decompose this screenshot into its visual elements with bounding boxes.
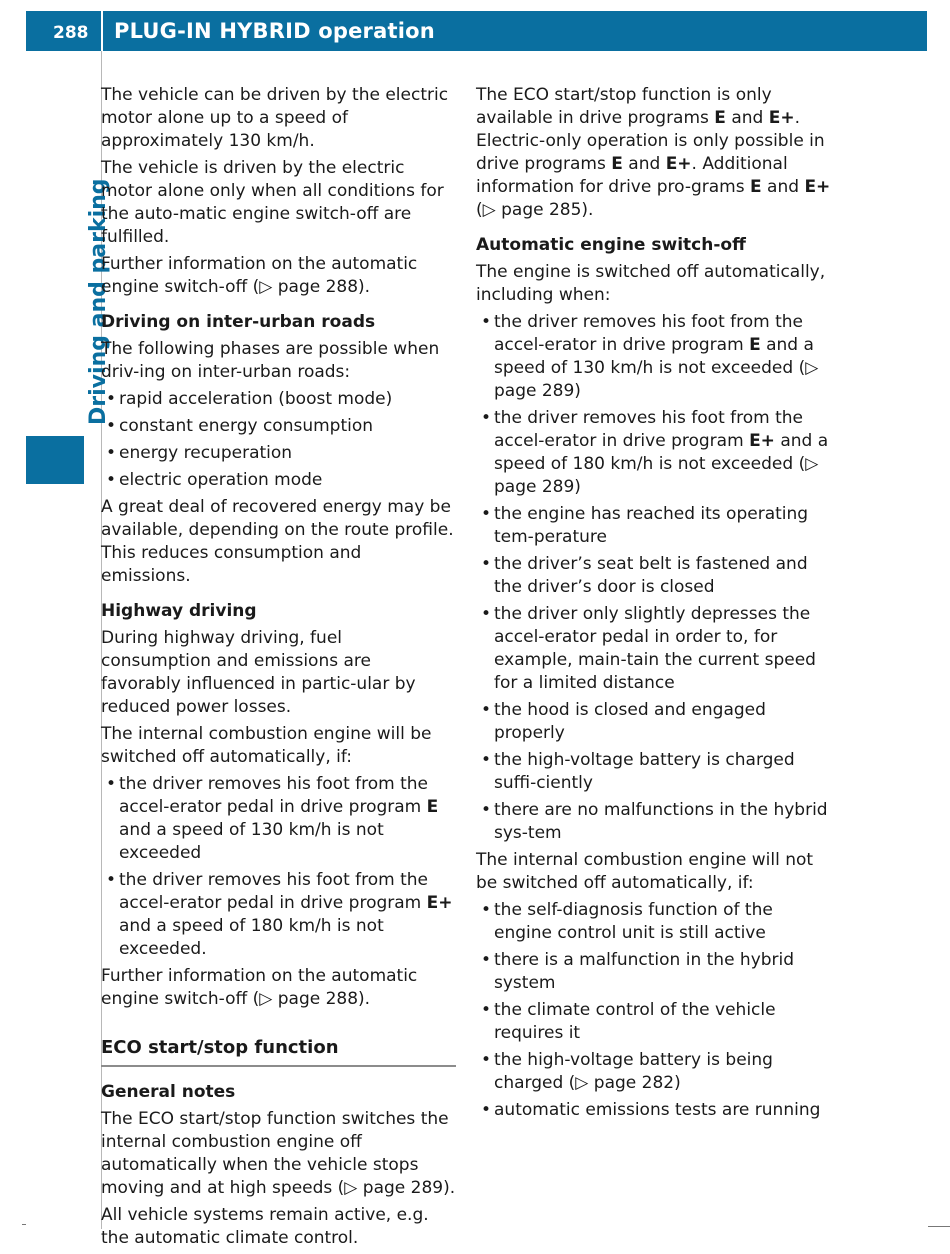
list-item: • electric operation mode: [101, 469, 456, 492]
paragraph: Further information on the automatic engine switch-off (▷ page 288).: [101, 966, 418, 1009]
list-item: • the driver removes his foot from the accel-erator pedal in drive program E+ and a speed of 180 km/h is not exceeded.: [101, 869, 456, 961]
paragraph: The ECO start/stop function switches the internal combustion engine off automatically when the vehicle stops moving and at high speeds (▷ page 289).: [101, 1109, 456, 1198]
drive-program-label: E: [750, 177, 762, 197]
drive-program-label: E+: [768, 108, 795, 128]
drive-program-label: E: [749, 335, 761, 355]
chapter-section-heading: ECO start/stop function: [101, 1035, 456, 1067]
bullet-list: [101, 773, 456, 961]
drive-program-label: E: [714, 108, 726, 128]
list-item: • the driver’s seat belt is fastened and the driver’s door is closed: [476, 553, 832, 599]
paragraph: The vehicle is driven by the electric motor alone only when all conditions for the auto-matic engine switch-off are fulfilled.: [101, 158, 444, 247]
paragraph: All vehicle systems remain active, e.g. the automatic climate control.: [101, 1205, 429, 1248]
section-heading: General notes: [101, 1082, 236, 1102]
list-item: • automatic emissions tests are running: [476, 1099, 832, 1122]
drive-program-label: E: [611, 154, 623, 174]
paragraph: The ECO start/stop function is only available in drive programs E and E+. Electric-only operation is only possible in drive programs E and E+. Additional information for drive pro-grams E and E+ (▷ page 285).: [476, 85, 831, 220]
chapter-title: PLUG-IN HYBRID operation: [114, 19, 435, 43]
list-item: • energy recuperation: [101, 442, 456, 465]
list-item: • the driver only slightly depresses the accel-erator pedal in order to, for example, main-tain the current speed for a limited distance: [476, 603, 832, 695]
drive-program-label: E: [426, 797, 439, 817]
list-item: • the engine has reached its operating tem-perature: [476, 503, 832, 549]
side-tab-label: Driving and parking: [86, 178, 111, 425]
list-item: • the driver removes his foot from the accel-erator pedal in drive program E and a speed of 130 km/h is not exceeded: [101, 773, 456, 865]
list-item: • the hood is closed and engaged properly: [476, 699, 832, 745]
paragraph: During highway driving, fuel consumption and emissions are favorably influenced in partic-ular by reduced power losses.: [101, 628, 416, 717]
bullet-list: [476, 311, 832, 845]
section-heading: Driving on inter-urban roads: [101, 312, 376, 332]
bullet-list: [476, 899, 832, 1122]
list-item: • the driver removes his foot from the accel-erator in drive program E and a speed of 130 km/h is not exceeded (▷ page 289): [476, 311, 832, 403]
drive-program-label: E+: [804, 177, 831, 197]
list-item: • the self-diagnosis function of the engine control unit is still active: [476, 899, 832, 945]
list-item: • there are no malfunctions in the hybrid sys-tem: [476, 799, 832, 845]
page-number: 288: [53, 23, 89, 43]
list-item: • there is a malfunction in the hybrid system: [476, 949, 832, 995]
list-item: • the climate control of the vehicle requires it: [476, 999, 832, 1045]
paragraph: The following phases are possible when driv-ing on inter-urban roads:: [101, 339, 440, 382]
section-heading: Highway driving: [101, 601, 257, 621]
paragraph: The engine is switched off automatically, including when:: [476, 262, 826, 305]
side-tab-marker: [26, 436, 84, 484]
drive-program-label: E+: [749, 431, 775, 451]
paragraph: The internal combustion engine will not be switched off automatically, if:: [476, 850, 814, 893]
list-item: • constant energy consumption: [101, 415, 456, 438]
crop-mark: [22, 1224, 26, 1225]
bullet-list: [101, 388, 456, 492]
drive-program-label: E+: [665, 154, 692, 174]
crop-mark: [928, 1226, 950, 1227]
page-header: [26, 11, 927, 51]
paragraph: The vehicle can be driven by the electric motor alone up to a speed of approximately 130 km/h.: [101, 85, 449, 151]
list-item: • the high-voltage battery is charged suffi-ciently: [476, 749, 832, 795]
paragraph: A great deal of recovered energy may be available, depending on the route profile. This reduces consumption and emissions.: [101, 497, 454, 586]
right-column: [476, 84, 832, 1126]
list-item: • the driver removes his foot from the accel-erator in drive program E+ and a speed of 180 km/h is not exceeded (▷ page 289): [476, 407, 832, 499]
paragraph: The internal combustion engine will be switched off automatically, if:: [101, 724, 432, 767]
list-item: • rapid acceleration (boost mode): [101, 388, 456, 411]
left-column: [101, 84, 456, 1254]
paragraph: Further information on the automatic engine switch-off (▷ page 288).: [101, 254, 418, 297]
header-divider: [101, 11, 103, 51]
list-item: • the high-voltage battery is being charged (▷ page 282): [476, 1049, 832, 1095]
drive-program-label: E+: [426, 893, 453, 913]
section-heading: Automatic engine switch-off: [476, 235, 746, 255]
